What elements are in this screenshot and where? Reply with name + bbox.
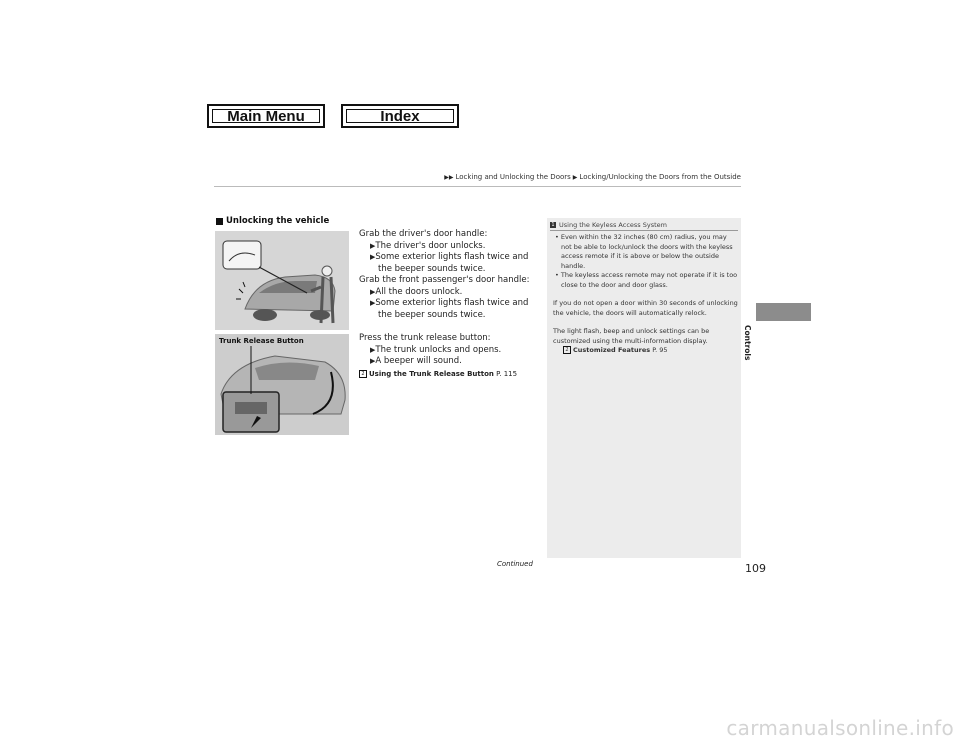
main-menu-button[interactable]: Main Menu	[207, 104, 325, 128]
step-result: ▶Some exterior lights flash twice and the beeper sounds twice.	[370, 298, 529, 320]
index-button[interactable]: Index	[341, 104, 459, 128]
section-title-text: Unlocking the vehicle	[226, 216, 330, 226]
breadcrumb	[444, 173, 741, 181]
header-divider	[214, 186, 741, 187]
trunk-release-button-label: Trunk Release Button	[219, 337, 304, 345]
sidebar-paragraph: The light flash, beep and unlock settings can be customized using the multi-information display.	[553, 327, 710, 345]
trunk-release-xref-link[interactable]: 2 Using the Trunk Release Button P. 115	[359, 369, 539, 381]
result-arrow-icon: ▶	[370, 299, 376, 307]
door-handle-illustration	[215, 231, 349, 330]
sidebar-bullet: • The keyless access remote may not operate if it is too close to the door and door glass.	[555, 271, 738, 289]
sidebar-heading: 1 Using the Keyless Access System	[551, 221, 667, 229]
breadcrumb-item-topic[interactable]: Locking/Unlocking the Doors from the Outside	[579, 173, 741, 181]
step-result: ▶Some exterior lights flash twice and the beeper sounds twice.	[370, 252, 529, 274]
page-number: 109	[745, 562, 766, 575]
instruction-steps	[359, 229, 539, 380]
sidebar-note	[547, 218, 741, 558]
step-result: ▶All the doors unlock.	[370, 286, 463, 297]
breadcrumb-arrow-icon: ▶	[572, 173, 578, 181]
breadcrumb-arrow-icon: ▶▶	[444, 173, 454, 181]
watermark: carmanualsonline.info	[726, 716, 954, 740]
result-arrow-icon: ▶	[370, 345, 376, 354]
sidebar-bullet: • Even within the 32 inches (80 cm) radius, you may not be able to lock/unlock the doors with the keyless access remote if it is above or below the outside handle.	[555, 233, 733, 270]
sidebar-paragraph: If you do not open a door within 30 seconds of unlocking the vehicle, the doors will automatically relock.	[553, 299, 738, 317]
note-icon: 1	[551, 222, 555, 228]
step-result: ▶The driver's door unlocks.	[370, 240, 486, 251]
trunk-release-illustration	[215, 334, 349, 435]
breadcrumb-item-section[interactable]: Locking and Unlocking the Doors	[455, 173, 571, 181]
result-arrow-icon: ▶	[370, 357, 376, 365]
step-result: ▶The trunk unlocks and opens.	[370, 344, 502, 355]
customized-features-xref-link[interactable]: 2 Customized Features P. 95	[563, 346, 739, 356]
continued-label: Continued	[497, 560, 533, 568]
result-arrow-icon: ▶	[370, 241, 376, 250]
step-trunk-lead: Press the trunk release button:	[359, 333, 491, 343]
car-door-icon	[215, 231, 349, 330]
step-driver-lead: Grab the driver's door handle:	[359, 229, 488, 239]
section-title	[216, 216, 329, 226]
xref-icon: 2	[359, 370, 367, 378]
result-arrow-icon: ▶	[370, 253, 376, 261]
chapter-tab[interactable]	[756, 303, 811, 321]
car-trunk-icon	[215, 334, 349, 435]
chapter-tab-label: Controls	[743, 325, 752, 361]
result-arrow-icon: ▶	[370, 287, 376, 296]
step-passenger-lead: Grab the front passenger's door handle:	[359, 275, 530, 285]
xref-icon: 2	[563, 346, 571, 354]
step-result: ▶A beeper will sound.	[370, 356, 462, 366]
section-square-icon	[216, 218, 223, 225]
